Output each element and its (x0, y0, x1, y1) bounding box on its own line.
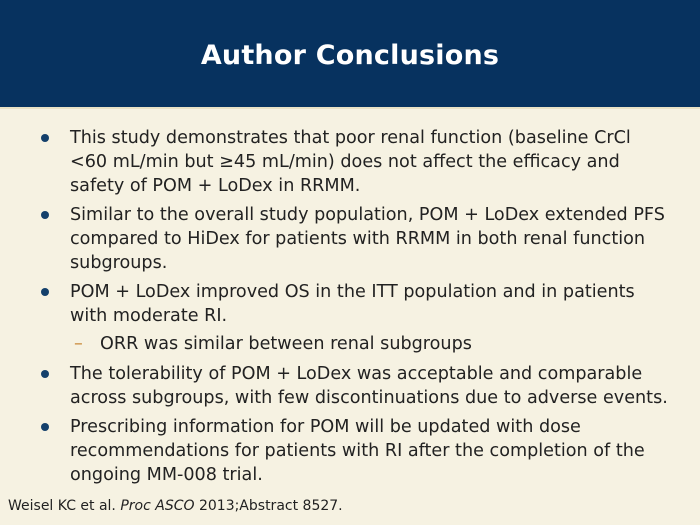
citation-footer (8, 497, 343, 515)
citation-authors: Weisel KC et al. (8, 498, 121, 514)
bullet-dot-icon (41, 134, 49, 142)
bullet-item (70, 415, 670, 487)
citation-details: 2013;Abstract 8527. (194, 498, 343, 514)
sub-bullet-text: ORR was similar between renal subgroups (100, 334, 472, 354)
slide-title: Author Conclusions (200, 40, 500, 71)
bullet-text: This study demonstrates that poor renal function (baseline CrCl <60 mL/min but ≥45 mL/min) does not affect the efficacy and safety of POM + LoDex in RRMM. (70, 128, 631, 196)
bullet-dot-icon (41, 423, 49, 431)
bullet-dot-icon (41, 288, 49, 296)
bullet-text: Similar to the overall study population, POM + LoDex extended PFS compared to HiDex for patients with RRMM in both renal function subgroups. (70, 205, 665, 273)
bullet-list (0, 126, 700, 492)
bullet-item (70, 362, 670, 410)
bullet-dot-icon (41, 211, 49, 219)
bullet-text: POM + LoDex improved OS in the ITT population and in patients with moderate RI. (70, 282, 635, 326)
bullet-item (70, 280, 670, 328)
sub-bullet-item (74, 332, 660, 356)
bullet-text: The tolerability of POM + LoDex was acceptable and comparable across subgroups, with few discontinuations due to adverse events. (70, 364, 668, 408)
citation-journal: Proc ASCO (120, 498, 195, 514)
sub-bullet-dash-icon: – (74, 334, 83, 354)
bullet-text: Prescribing information for POM will be updated with dose recommendations for patients with RI after the completion of the ongoing MM-008 trial. (70, 417, 645, 485)
bullet-item (70, 203, 670, 275)
bullet-dot-icon (41, 370, 49, 378)
title-bar (0, 0, 700, 109)
bullet-item (70, 126, 670, 198)
